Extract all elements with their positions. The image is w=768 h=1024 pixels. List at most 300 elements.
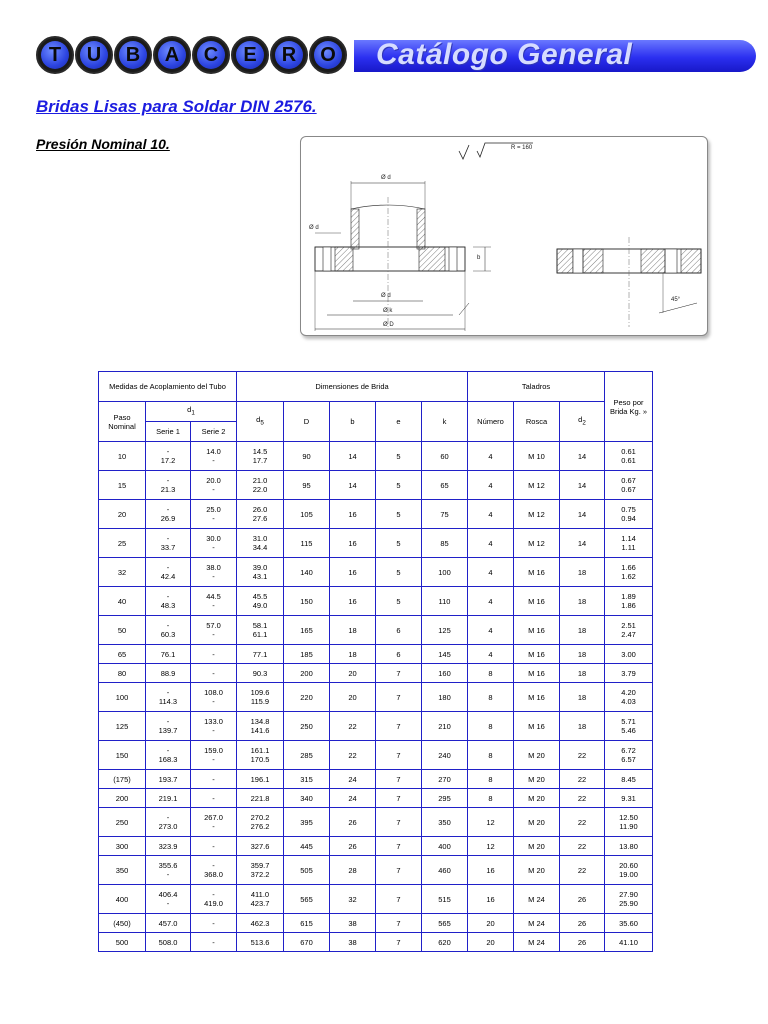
d5-cell-line: 31.0 xyxy=(252,534,268,543)
paso-cell: 150 xyxy=(99,741,146,770)
header-k: k xyxy=(422,402,468,442)
peso-cell-line: 0.75 xyxy=(621,505,636,514)
header-peso: Peso por Brida Kg. » xyxy=(605,372,653,442)
d5-cell-line: 423.7 xyxy=(250,899,270,908)
peso-cell xyxy=(605,885,653,914)
table-row xyxy=(99,500,653,529)
peso-cell xyxy=(605,587,653,616)
serie1-cell-line: - xyxy=(166,899,170,908)
rosca-cell: M 24 xyxy=(514,933,560,952)
table-row xyxy=(99,933,653,952)
D-cell: 185 xyxy=(284,645,330,664)
brand-letter-text: U xyxy=(80,41,108,69)
k-cell: 75 xyxy=(422,500,468,529)
d5-cell-line: 221.8 xyxy=(250,793,270,803)
paso-cell: 10 xyxy=(99,442,146,471)
paso-cell: 400 xyxy=(99,885,146,914)
paso-cell: 300 xyxy=(99,837,146,856)
serie1-cell-line: - xyxy=(166,688,170,697)
serie2-cell-line: 57.0 xyxy=(206,621,221,630)
D-cell: 250 xyxy=(284,712,330,741)
brand-letter xyxy=(114,36,152,74)
d5-cell xyxy=(237,558,284,587)
k-cell: 160 xyxy=(422,664,468,683)
k-cell: 85 xyxy=(422,529,468,558)
peso-cell-line: 4.20 xyxy=(621,688,636,697)
serie1-cell-line: 193.7 xyxy=(158,774,178,784)
paso-cell: 65 xyxy=(99,645,146,664)
table-row xyxy=(99,837,653,856)
D-cell: 670 xyxy=(284,933,330,952)
serie2-cell-line: 38.0 xyxy=(206,563,221,572)
serie1-cell xyxy=(146,856,191,885)
header-serie1: Serie 1 xyxy=(146,422,191,442)
k-cell: 110 xyxy=(422,587,468,616)
peso-cell-line: 0.61 xyxy=(621,456,636,465)
serie2-cell xyxy=(191,856,237,885)
serie2-cell-line: - xyxy=(212,755,215,764)
paso-cell: 40 xyxy=(99,587,146,616)
numero-cell: 16 xyxy=(468,856,514,885)
serie1-cell xyxy=(146,471,191,500)
peso-cell-line: 6.57 xyxy=(621,755,636,764)
serie2-cell xyxy=(191,683,237,712)
serie1-cell xyxy=(146,712,191,741)
serie1-cell-line: - xyxy=(166,534,170,543)
serie1-cell xyxy=(146,741,191,770)
b-cell: 20 xyxy=(330,683,376,712)
serie2-cell-line: 20.0 xyxy=(206,476,221,485)
d5-cell-line: 462.3 xyxy=(250,918,270,928)
serie1-cell-line: - xyxy=(166,870,170,879)
serie2-cell-line: - xyxy=(212,793,215,803)
k-cell: 515 xyxy=(422,885,468,914)
peso-cell-line: 0.94 xyxy=(621,514,636,523)
header-dimensiones: Dimensiones de Brida xyxy=(237,372,468,402)
peso-cell-line: 6.72 xyxy=(621,746,636,755)
peso-cell-line: 1.62 xyxy=(621,572,636,581)
D-cell: 220 xyxy=(284,683,330,712)
paso-cell: 32 xyxy=(99,558,146,587)
serie2-cell-line: - xyxy=(212,697,215,706)
table-row xyxy=(99,856,653,885)
D-cell: 285 xyxy=(284,741,330,770)
serie2-cell-line: - xyxy=(212,822,215,831)
serie2-cell xyxy=(191,442,237,471)
serie2-cell-line: - xyxy=(212,861,215,870)
peso-cell xyxy=(605,616,653,645)
e-cell: 7 xyxy=(376,885,422,914)
numero-cell: 4 xyxy=(468,587,514,616)
serie1-cell xyxy=(146,442,191,471)
d5-cell xyxy=(237,856,284,885)
e-cell: 7 xyxy=(376,808,422,837)
serie1-cell-line: 457.0 xyxy=(158,918,178,928)
d2-cell: 22 xyxy=(560,789,605,808)
paso-cell: 25 xyxy=(99,529,146,558)
d5-cell-line: 196.1 xyxy=(250,774,270,784)
ds-dimension-label: Ø d xyxy=(381,293,391,299)
D-dimension-label: Ø D xyxy=(383,322,394,328)
serie2-cell xyxy=(191,712,237,741)
header-taladros: Taladros xyxy=(468,372,605,402)
serie2-cell-line: - xyxy=(212,630,215,639)
d5-cell xyxy=(237,712,284,741)
paso-cell: 125 xyxy=(99,712,146,741)
serie1-cell-line: 323.9 xyxy=(158,841,178,851)
e-cell: 5 xyxy=(376,500,422,529)
brand-logo xyxy=(36,36,347,74)
e-cell: 7 xyxy=(376,856,422,885)
serie1-cell-line: 139.7 xyxy=(158,726,178,735)
peso-cell-line: 5.46 xyxy=(621,726,636,735)
e-cell: 7 xyxy=(376,933,422,952)
brand-letter xyxy=(231,36,269,74)
b-cell: 18 xyxy=(330,645,376,664)
serie1-cell-line: - xyxy=(166,592,170,601)
d5-cell-line: 21.0 xyxy=(252,476,268,485)
peso-cell xyxy=(605,683,653,712)
d5-cell-line: 161.1 xyxy=(250,746,270,755)
rosca-cell: M 12 xyxy=(514,500,560,529)
table-row xyxy=(99,471,653,500)
serie2-cell-line: - xyxy=(212,649,215,659)
k-cell: 270 xyxy=(422,770,468,789)
header-serie2: Serie 2 xyxy=(191,422,237,442)
d5-cell xyxy=(237,741,284,770)
d5-cell-line: 327.6 xyxy=(250,841,270,851)
rosca-cell: M 12 xyxy=(514,471,560,500)
d2-cell: 18 xyxy=(560,616,605,645)
paso-cell: (450) xyxy=(99,914,146,933)
page-subtitle: Presión Nominal 10. xyxy=(36,136,170,152)
serie1-cell xyxy=(146,558,191,587)
serie1-cell xyxy=(146,837,191,856)
serie1-cell xyxy=(146,933,191,952)
k-dimension-label: Ø k xyxy=(383,308,393,314)
table-row xyxy=(99,645,653,664)
d5-cell-line: 513.6 xyxy=(250,937,270,947)
e-cell: 5 xyxy=(376,442,422,471)
serie1-cell xyxy=(146,529,191,558)
d5-cell xyxy=(237,500,284,529)
d5-cell-line: 77.1 xyxy=(252,649,268,659)
paso-cell: 100 xyxy=(99,683,146,712)
serie2-cell-line: 368.0 xyxy=(204,870,223,879)
numero-cell: 4 xyxy=(468,616,514,645)
serie2-cell xyxy=(191,587,237,616)
paso-cell: 500 xyxy=(99,933,146,952)
brand-letter-text: B xyxy=(119,41,147,69)
serie2-cell xyxy=(191,558,237,587)
header-paso: Paso Nominal xyxy=(99,402,146,442)
D-cell: 105 xyxy=(284,500,330,529)
serie2-cell xyxy=(191,500,237,529)
serie1-cell-line: - xyxy=(166,746,170,755)
serie1-cell-line: 33.7 xyxy=(160,543,176,552)
serie1-cell-line: 114.3 xyxy=(158,697,178,706)
peso-cell-line: 2.47 xyxy=(621,630,636,639)
numero-cell: 8 xyxy=(468,712,514,741)
serie1-cell-line: 17.2 xyxy=(160,456,176,465)
d2-cell: 18 xyxy=(560,712,605,741)
peso-cell xyxy=(605,741,653,770)
serie2-cell xyxy=(191,471,237,500)
d2-cell: 26 xyxy=(560,885,605,914)
serie1-cell-line: 42.4 xyxy=(160,572,176,581)
numero-cell: 4 xyxy=(468,529,514,558)
paso-cell: 20 xyxy=(99,500,146,529)
rosca-cell: M 10 xyxy=(514,442,560,471)
d2-cell: 14 xyxy=(560,471,605,500)
d5-cell-line: 26.0 xyxy=(252,505,268,514)
peso-cell xyxy=(605,442,653,471)
d5-cell-line: 270.2 xyxy=(250,813,270,822)
numero-cell: 20 xyxy=(468,933,514,952)
serie2-cell xyxy=(191,885,237,914)
b-cell: 26 xyxy=(330,837,376,856)
peso-cell xyxy=(605,558,653,587)
peso-cell-line: 19.00 xyxy=(619,870,638,879)
d2-cell: 22 xyxy=(560,741,605,770)
k-cell: 295 xyxy=(422,789,468,808)
header-b: b xyxy=(330,402,376,442)
numero-cell: 4 xyxy=(468,442,514,471)
table-row xyxy=(99,442,653,471)
peso-cell xyxy=(605,645,653,664)
rosca-cell: M 20 xyxy=(514,741,560,770)
catalog-banner-text: Catálogo General xyxy=(376,38,633,71)
serie2-cell-line: - xyxy=(212,485,215,494)
d2-cell: 14 xyxy=(560,529,605,558)
header-d1: $d_1$ xyxy=(146,402,237,422)
table-row xyxy=(99,914,653,933)
d5-cell xyxy=(237,933,284,952)
serie1-cell-line: 508.0 xyxy=(158,937,178,947)
serie2-cell xyxy=(191,645,237,664)
D-cell: 340 xyxy=(284,789,330,808)
serie2-cell-line: - xyxy=(212,937,215,947)
brand-letter-text: A xyxy=(158,41,186,69)
d2-cell: 26 xyxy=(560,914,605,933)
d5-dimension-label: Ø d xyxy=(309,225,319,231)
numero-cell: 8 xyxy=(468,770,514,789)
d5-cell-line: 34.4 xyxy=(252,543,268,552)
header-numero: Número xyxy=(468,402,514,442)
serie1-cell-line: 60.3 xyxy=(160,630,176,639)
header-d2: $d_2$ xyxy=(560,402,605,442)
peso-cell-line: 13.80 xyxy=(619,841,638,851)
serie2-cell-line: 25.0 xyxy=(206,505,221,514)
peso-cell-line: 12.50 xyxy=(619,813,638,822)
serie2-cell xyxy=(191,770,237,789)
brand-letter xyxy=(192,36,230,74)
D-cell: 90 xyxy=(284,442,330,471)
d5-cell xyxy=(237,529,284,558)
D-cell: 115 xyxy=(284,529,330,558)
rosca-cell: M 24 xyxy=(514,885,560,914)
numero-cell: 4 xyxy=(468,471,514,500)
numero-cell: 16 xyxy=(468,885,514,914)
b-cell: 22 xyxy=(330,741,376,770)
serie1-cell-line: 219.1 xyxy=(158,793,178,803)
angle-label: 45° xyxy=(671,297,681,303)
e-cell: 7 xyxy=(376,741,422,770)
serie1-cell-line: - xyxy=(166,476,170,485)
e-cell: 7 xyxy=(376,770,422,789)
d5-cell-line: 134.8 xyxy=(250,717,270,726)
flange-spec-table xyxy=(98,371,653,952)
serie1-cell xyxy=(146,914,191,933)
b-cell: 24 xyxy=(330,789,376,808)
paso-cell: 80 xyxy=(99,664,146,683)
d2-cell: 22 xyxy=(560,837,605,856)
serie1-cell xyxy=(146,587,191,616)
serie1-cell-line: - xyxy=(166,717,170,726)
serie2-cell xyxy=(191,529,237,558)
brand-letter-text: O xyxy=(314,41,342,69)
b-cell: 24 xyxy=(330,770,376,789)
rosca-cell: M 16 xyxy=(514,558,560,587)
D-cell: 505 xyxy=(284,856,330,885)
serie2-cell xyxy=(191,914,237,933)
d2-cell: 22 xyxy=(560,770,605,789)
serie2-cell-line: - xyxy=(212,601,215,610)
k-cell: 350 xyxy=(422,808,468,837)
d5-cell xyxy=(237,808,284,837)
brand-letter-text: E xyxy=(236,41,264,69)
brand-letter xyxy=(153,36,191,74)
serie1-cell-line: 48.3 xyxy=(160,601,176,610)
serie1-cell xyxy=(146,789,191,808)
brand-letter xyxy=(75,36,113,74)
rosca-cell: M 16 xyxy=(514,683,560,712)
D-cell: 315 xyxy=(284,770,330,789)
e-cell: 6 xyxy=(376,645,422,664)
serie2-cell-line: - xyxy=(212,543,215,552)
numero-cell: 12 xyxy=(468,837,514,856)
rosca-cell: M 16 xyxy=(514,712,560,741)
serie1-cell xyxy=(146,770,191,789)
serie1-cell-line: 273.0 xyxy=(158,822,178,831)
b-cell: 38 xyxy=(330,933,376,952)
serie1-cell xyxy=(146,683,191,712)
serie1-cell xyxy=(146,616,191,645)
serie2-cell-line: - xyxy=(212,668,215,678)
d5-cell xyxy=(237,789,284,808)
technical-drawing xyxy=(300,136,708,336)
peso-cell xyxy=(605,712,653,741)
e-cell: 5 xyxy=(376,558,422,587)
rosca-cell: M 16 xyxy=(514,645,560,664)
k-cell: 565 xyxy=(422,914,468,933)
d5-cell xyxy=(237,837,284,856)
peso-cell-line: 35.60 xyxy=(619,918,638,928)
b-cell: 38 xyxy=(330,914,376,933)
d5-cell xyxy=(237,683,284,712)
b-cell: 18 xyxy=(330,616,376,645)
serie1-cell-line: 88.9 xyxy=(160,668,176,678)
d5-cell-line: 43.1 xyxy=(252,572,268,581)
k-cell: 145 xyxy=(422,645,468,664)
serie1-cell-line: - xyxy=(166,447,170,456)
serie2-cell-line: - xyxy=(212,774,215,784)
peso-cell-line: 41.10 xyxy=(619,937,638,947)
d5-cell xyxy=(237,664,284,683)
peso-cell-line: 4.03 xyxy=(621,697,636,706)
serie1-cell xyxy=(146,500,191,529)
e-cell: 6 xyxy=(376,616,422,645)
header-d5: $d_5$ xyxy=(237,402,284,442)
rosca-cell: M 20 xyxy=(514,789,560,808)
serie2-cell xyxy=(191,837,237,856)
peso-cell-line: 0.61 xyxy=(621,447,636,456)
D-cell: 95 xyxy=(284,471,330,500)
table-row xyxy=(99,741,653,770)
serie2-cell xyxy=(191,741,237,770)
b-cell: 26 xyxy=(330,808,376,837)
peso-cell-line: 1.11 xyxy=(621,543,636,552)
k-cell: 210 xyxy=(422,712,468,741)
peso-cell-line: 9.31 xyxy=(621,793,636,803)
serie1-cell xyxy=(146,808,191,837)
d5-cell-line: 372.2 xyxy=(250,870,270,879)
serie2-cell xyxy=(191,789,237,808)
d1-dimension-label: Ø d xyxy=(381,175,391,181)
d5-cell-line: 276.2 xyxy=(250,822,270,831)
rosca-cell: M 12 xyxy=(514,529,560,558)
flange-drawing-icon xyxy=(301,137,707,335)
d5-cell xyxy=(237,442,284,471)
header-D: D xyxy=(284,402,330,442)
d5-cell-line: 90.3 xyxy=(252,668,268,678)
rosca-cell: M 16 xyxy=(514,664,560,683)
b-cell: 16 xyxy=(330,500,376,529)
k-cell: 620 xyxy=(422,933,468,952)
numero-cell: 4 xyxy=(468,645,514,664)
brand-letter xyxy=(270,36,308,74)
e-cell: 7 xyxy=(376,837,422,856)
k-cell: 400 xyxy=(422,837,468,856)
d5-cell-line: 359.7 xyxy=(250,861,270,870)
d5-cell-line: 39.0 xyxy=(252,563,268,572)
b-cell: 16 xyxy=(330,587,376,616)
d2-cell: 26 xyxy=(560,933,605,952)
serie1-cell-line: 26.9 xyxy=(160,514,176,523)
paso-cell: 15 xyxy=(99,471,146,500)
d2-cell: 18 xyxy=(560,664,605,683)
k-cell: 180 xyxy=(422,683,468,712)
b-cell: 20 xyxy=(330,664,376,683)
table-row xyxy=(99,770,653,789)
brand-letter-text: C xyxy=(197,41,225,69)
d2-cell: 18 xyxy=(560,558,605,587)
serie2-cell-line: - xyxy=(212,890,215,899)
d5-cell-line: 22.0 xyxy=(252,485,268,494)
table-row xyxy=(99,885,653,914)
serie2-cell-line: - xyxy=(212,514,215,523)
d2-cell: 22 xyxy=(560,808,605,837)
peso-cell xyxy=(605,837,653,856)
serie2-cell-line: 267.0 xyxy=(204,813,223,822)
d2-cell: 18 xyxy=(560,587,605,616)
d5-cell xyxy=(237,914,284,933)
rosca-cell: M 20 xyxy=(514,856,560,885)
d5-cell-line: 14.5 xyxy=(252,447,268,456)
b-dimension-label: b xyxy=(477,255,481,261)
peso-cell-line: 1.14 xyxy=(621,534,636,543)
d5-cell-line: 17.7 xyxy=(252,456,268,465)
